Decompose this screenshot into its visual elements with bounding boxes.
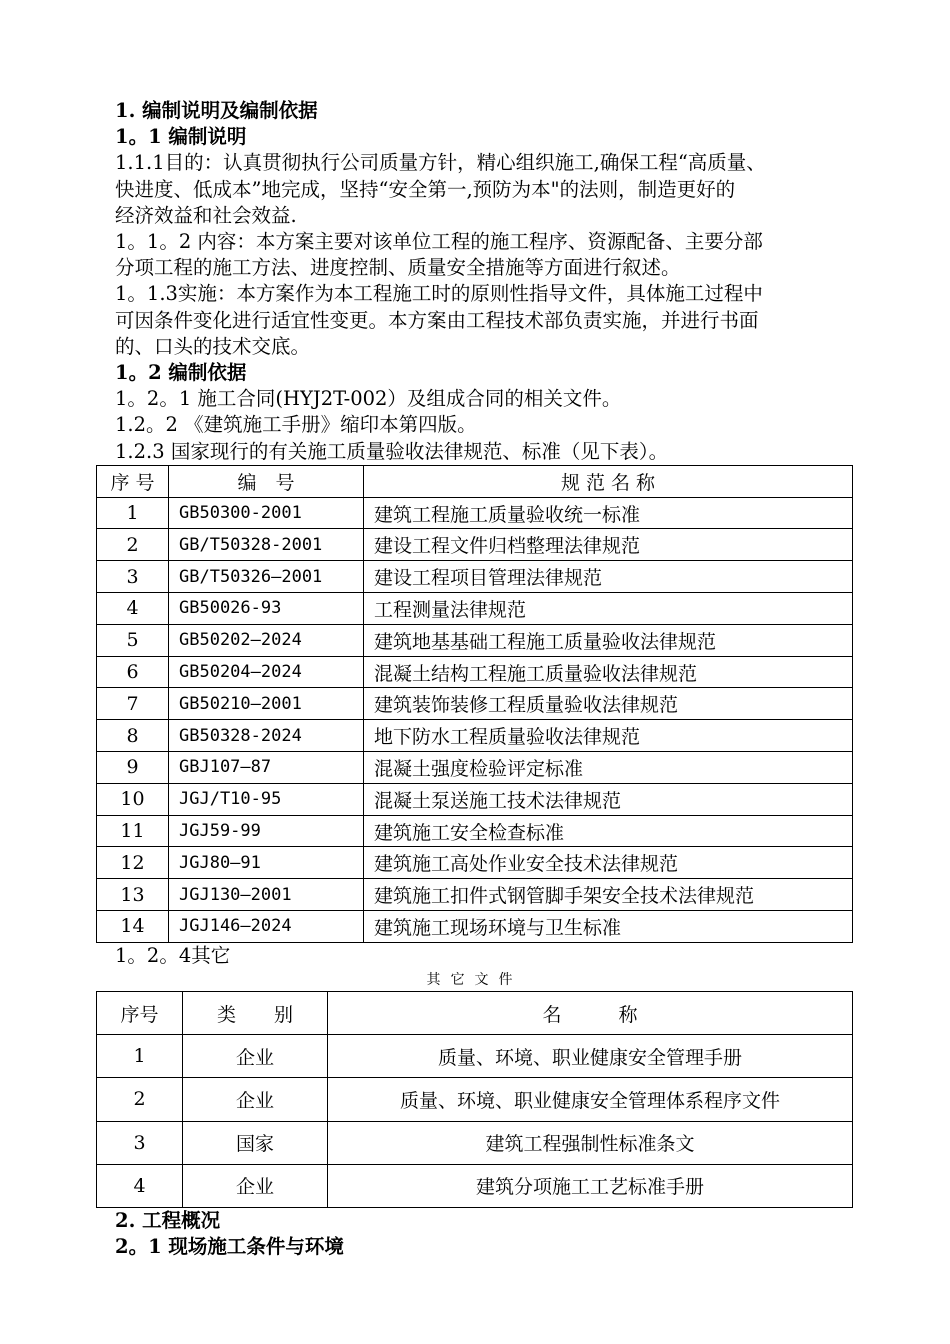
table-row (97, 656, 853, 688)
table-header-row (97, 465, 853, 497)
table-cell: JGJ59-99 (169, 815, 364, 847)
table-cell: 11 (97, 815, 169, 847)
paragraph-line: 快进度、低成本”地完成，坚持“安全第一,预防为本"的法则，制造更好的 (115, 177, 736, 201)
header-cell: 类 别 (183, 992, 328, 1035)
table-cell: 地下防水工程质量验收法律规范 (364, 720, 853, 752)
table-cell: 建筑工程强制性标准条文 (328, 1121, 853, 1164)
standards-table (96, 465, 853, 943)
section-heading: 1. 编制说明及编制依据 (115, 99, 318, 122)
table-cell: 12 (97, 847, 169, 879)
table-row (97, 593, 853, 625)
table-cell: 1 (97, 1035, 183, 1078)
table-cell: 质量、环境、职业健康安全管理手册 (328, 1035, 853, 1078)
table-cell: 混凝土强度检验评定标准 (364, 752, 853, 784)
table-cell: 建筑施工现场环境与卫生标准 (364, 911, 853, 943)
paragraph-line: 的、口头的技术交底。 (115, 334, 311, 358)
table-row (97, 529, 853, 561)
table-cell: 2 (97, 1078, 183, 1121)
other-documents-table (96, 991, 853, 1208)
table-cell: GB50300-2001 (169, 497, 364, 529)
list-item: 1.2。2 《建筑施工手册》缩印本第四版。 (115, 413, 477, 437)
document-page (110, 98, 855, 1260)
table-cell: JGJ/T10-95 (169, 783, 364, 815)
list-item: 1。2。4其它 (115, 943, 231, 967)
table-cell: 6 (97, 656, 169, 688)
table-cell: 企业 (183, 1035, 328, 1078)
table-row (97, 815, 853, 847)
paragraph-line: 1。1。2 内容：本方案主要对该单位工程的施工程序、资源配备、主要分部 (115, 230, 763, 254)
paragraph-line: 1.1.1目的：认真贯彻执行公司质量方针，精心组织施工,确保工程“高质量、 (115, 151, 766, 175)
header-cell: 规 范 名 称 (364, 465, 853, 497)
table-cell: GB/T50326—2001 (169, 561, 364, 593)
table-row (97, 879, 853, 911)
header-cell: 名 称 (328, 992, 853, 1035)
table-row (97, 497, 853, 529)
table-cell: GB50202—2024 (169, 624, 364, 656)
table-cell: 企业 (183, 1164, 328, 1207)
table-cell: GB50210—2001 (169, 688, 364, 720)
header-cell: 序 号 (97, 465, 169, 497)
table-cell: 工程测量法律规范 (364, 593, 853, 625)
table-cell: JGJ130—2001 (169, 879, 364, 911)
table-cell: 5 (97, 624, 169, 656)
table-row (97, 752, 853, 784)
subsection-heading: 1。1 编制说明 (115, 125, 247, 149)
header-cell: 序号 (97, 992, 183, 1035)
table-row (97, 561, 853, 593)
list-item: 1。2。1 施工合同(HYJ2T-002）及组成合同的相关文件。 (115, 387, 622, 411)
table-row (97, 1078, 853, 1121)
table-cell: 建筑分项施工工艺标准手册 (328, 1164, 853, 1207)
table-cell: 10 (97, 783, 169, 815)
table-row (97, 720, 853, 752)
table-cell: 质量、环境、职业健康安全管理体系程序文件 (328, 1078, 853, 1121)
table-cell: 9 (97, 752, 169, 784)
table-cell: 8 (97, 720, 169, 752)
subsection-heading: 2。1 现场施工条件与环境 (115, 1235, 344, 1259)
table-cell: 建筑工程施工质量验收统一标准 (364, 497, 853, 529)
table-cell: 1 (97, 497, 169, 529)
table-cell: JGJ146—2024 (169, 911, 364, 943)
table-cell: 建筑装饰装修工程质量验收法律规范 (364, 688, 853, 720)
list-item: 1.2.3 国家现行的有关施工质量验收法律规范、标准（见下表）。 (115, 439, 669, 463)
table-row (97, 624, 853, 656)
table-cell: 2 (97, 529, 169, 561)
table-cell: 14 (97, 911, 169, 943)
table-cell: 建筑施工高处作业安全技术法律规范 (364, 847, 853, 879)
table-cell: 建筑地基基础工程施工质量验收法律规范 (364, 624, 853, 656)
table-row (97, 1121, 853, 1164)
table-row (97, 783, 853, 815)
table-cell: 4 (97, 1164, 183, 1207)
table-cell: 国家 (183, 1121, 328, 1164)
table-cell: 混凝土结构工程施工质量验收法律规范 (364, 656, 853, 688)
table-cell: 建筑施工扣件式钢管脚手架安全技术法律规范 (364, 879, 853, 911)
paragraph-line: 分项工程的施工方法、进度控制、质量安全措施等方面进行叙述。 (115, 256, 681, 280)
subsection-heading: 1。2 编制依据 (115, 361, 247, 385)
table-cell: GBJ107—87 (169, 752, 364, 784)
table-cell: 建设工程文件归档整理法律规范 (364, 529, 853, 561)
paragraph-line: 可因条件变化进行适宜性变更。本方案由工程技术部负责实施，并进行书面 (115, 308, 759, 332)
table-header-row (97, 992, 853, 1035)
table-cell: GB50026-93 (169, 593, 364, 625)
table-cell: 建设工程项目管理法律规范 (364, 561, 853, 593)
table-cell: JGJ80—91 (169, 847, 364, 879)
table-cell: 4 (97, 593, 169, 625)
table-cell: 企业 (183, 1078, 328, 1121)
header-cell: 编 号 (169, 465, 364, 497)
table-cell: 3 (97, 1121, 183, 1164)
table-cell: 3 (97, 561, 169, 593)
table-row (97, 1164, 853, 1207)
table-cell: 13 (97, 879, 169, 911)
table-cell: GB50328-2024 (169, 720, 364, 752)
paragraph-line: 1。1.3实施：本方案作为本工程施工时的原则性指导文件，具体施工过程中 (115, 282, 763, 306)
table-caption: 其它文件 (426, 972, 523, 988)
paragraph-line: 经济效益和社会效益. (115, 203, 297, 227)
table-cell: 混凝土泵送施工技术法律规范 (364, 783, 853, 815)
table-row (97, 911, 853, 943)
table-row (97, 847, 853, 879)
section-heading: 2. 工程概况 (115, 1208, 221, 1232)
table-cell: 7 (97, 688, 169, 720)
table-cell: 建筑施工安全检查标准 (364, 815, 853, 847)
table-cell: GB50204—2024 (169, 656, 364, 688)
table-row (97, 688, 853, 720)
table-cell: GB/T50328-2001 (169, 529, 364, 561)
table-row (97, 1035, 853, 1078)
